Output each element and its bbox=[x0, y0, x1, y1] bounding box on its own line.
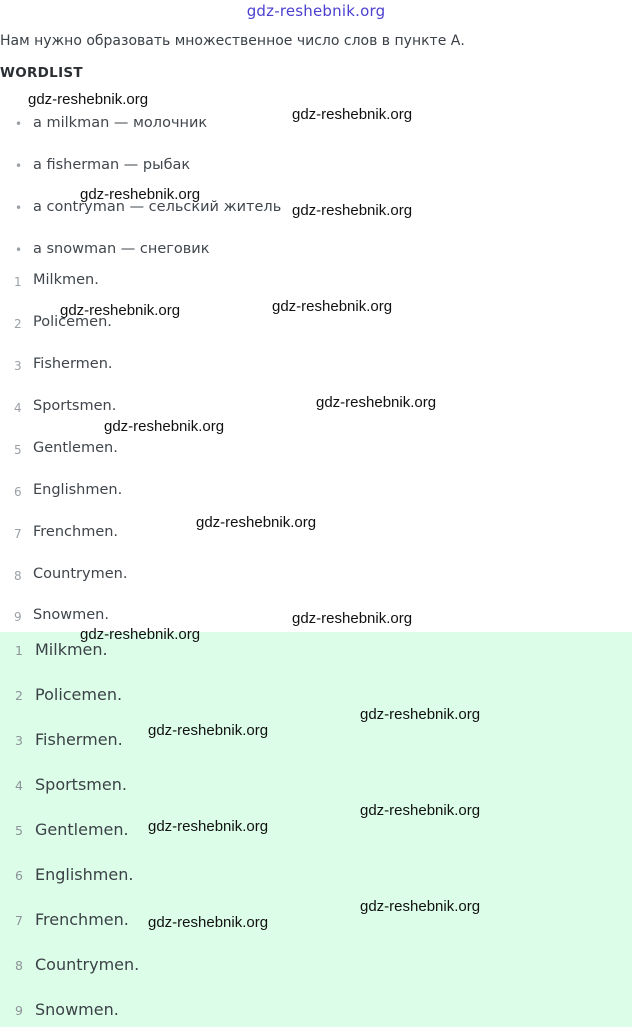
site-header-link[interactable]: gdz-reshebnik.org bbox=[246, 2, 386, 20]
answer-box bbox=[0, 632, 632, 1027]
item-number: 1 bbox=[14, 275, 22, 289]
watermark: gdz-reshebnik.org bbox=[360, 706, 481, 723]
answer-word: Fishermen. bbox=[33, 356, 113, 372]
wordlist-heading: WORDLIST bbox=[0, 65, 83, 81]
answer-word: Milkmen. bbox=[35, 640, 108, 659]
answer-word: Sportsmen. bbox=[33, 398, 117, 414]
answer-word: Countrymen. bbox=[35, 955, 140, 974]
item-number: 6 bbox=[14, 485, 22, 499]
item-number: 2 bbox=[15, 688, 23, 703]
watermark: gdz-reshebnik.org bbox=[292, 106, 413, 123]
answer-word: Countrymen. bbox=[33, 566, 128, 582]
item-number: 8 bbox=[15, 958, 23, 973]
answer-word: Sportsmen. bbox=[35, 775, 127, 794]
item-number: 8 bbox=[14, 569, 22, 583]
answer-word: Milkmen. bbox=[33, 272, 99, 288]
watermark: gdz-reshebnik.org bbox=[272, 298, 393, 315]
answer-word: Policemen. bbox=[35, 685, 123, 704]
watermark: gdz-reshebnik.org bbox=[292, 202, 413, 219]
answer-word: Frenchmen. bbox=[33, 524, 119, 540]
wordlist-entry: a contryman — сельский житель bbox=[33, 199, 282, 215]
wordlist-entry: a fisherman — рыбак bbox=[33, 157, 191, 173]
item-number: 5 bbox=[14, 443, 22, 457]
watermark: gdz-reshebnik.org bbox=[148, 914, 269, 931]
bullet-icon: • bbox=[15, 117, 23, 131]
watermark: gdz-reshebnik.org bbox=[104, 418, 225, 435]
intro-text: Нам нужно образовать множественное число слов в пункте А. bbox=[0, 33, 465, 49]
watermark: gdz-reshebnik.org bbox=[80, 186, 201, 203]
watermark: gdz-reshebnik.org bbox=[360, 802, 481, 819]
answer-word: Gentlemen. bbox=[33, 440, 118, 456]
item-number: 7 bbox=[15, 913, 23, 928]
watermark: gdz-reshebnik.org bbox=[316, 394, 437, 411]
item-number: 3 bbox=[15, 733, 23, 748]
watermark: gdz-reshebnik.org bbox=[28, 91, 149, 108]
watermark: gdz-reshebnik.org bbox=[60, 302, 181, 319]
item-number: 2 bbox=[14, 317, 22, 331]
item-number: 9 bbox=[15, 1003, 23, 1018]
answer-word: Snowmen. bbox=[35, 1000, 119, 1019]
item-number: 7 bbox=[14, 527, 22, 541]
wordlist-entry: a milkman — молочник bbox=[33, 115, 208, 131]
answer-word: Policemen. bbox=[33, 314, 112, 330]
watermark: gdz-reshebnik.org bbox=[292, 610, 413, 627]
answer-word: Englishmen. bbox=[35, 865, 134, 884]
item-number: 5 bbox=[15, 823, 23, 838]
item-number: 6 bbox=[15, 868, 23, 883]
watermark: gdz-reshebnik.org bbox=[360, 898, 481, 915]
watermark: gdz-reshebnik.org bbox=[196, 514, 317, 531]
bullet-icon: • bbox=[15, 201, 23, 215]
answer-word: Fishermen. bbox=[35, 730, 123, 749]
answer-word: Frenchmen. bbox=[35, 910, 129, 929]
item-number: 4 bbox=[15, 778, 23, 793]
answer-word: Gentlemen. bbox=[35, 820, 129, 839]
item-number: 9 bbox=[14, 610, 22, 624]
watermark: gdz-reshebnik.org bbox=[148, 818, 269, 835]
watermark: gdz-reshebnik.org bbox=[148, 722, 269, 739]
answer-word: Englishmen. bbox=[33, 482, 123, 498]
bullet-icon: • bbox=[15, 243, 23, 257]
wordlist-entry: a snowman — снеговик bbox=[33, 241, 210, 257]
item-number: 3 bbox=[14, 359, 22, 373]
item-number: 4 bbox=[14, 401, 22, 415]
watermark: gdz-reshebnik.org bbox=[80, 626, 201, 643]
answer-word: Snowmen. bbox=[33, 607, 109, 623]
bullet-icon: • bbox=[15, 159, 23, 173]
item-number: 1 bbox=[15, 643, 23, 658]
